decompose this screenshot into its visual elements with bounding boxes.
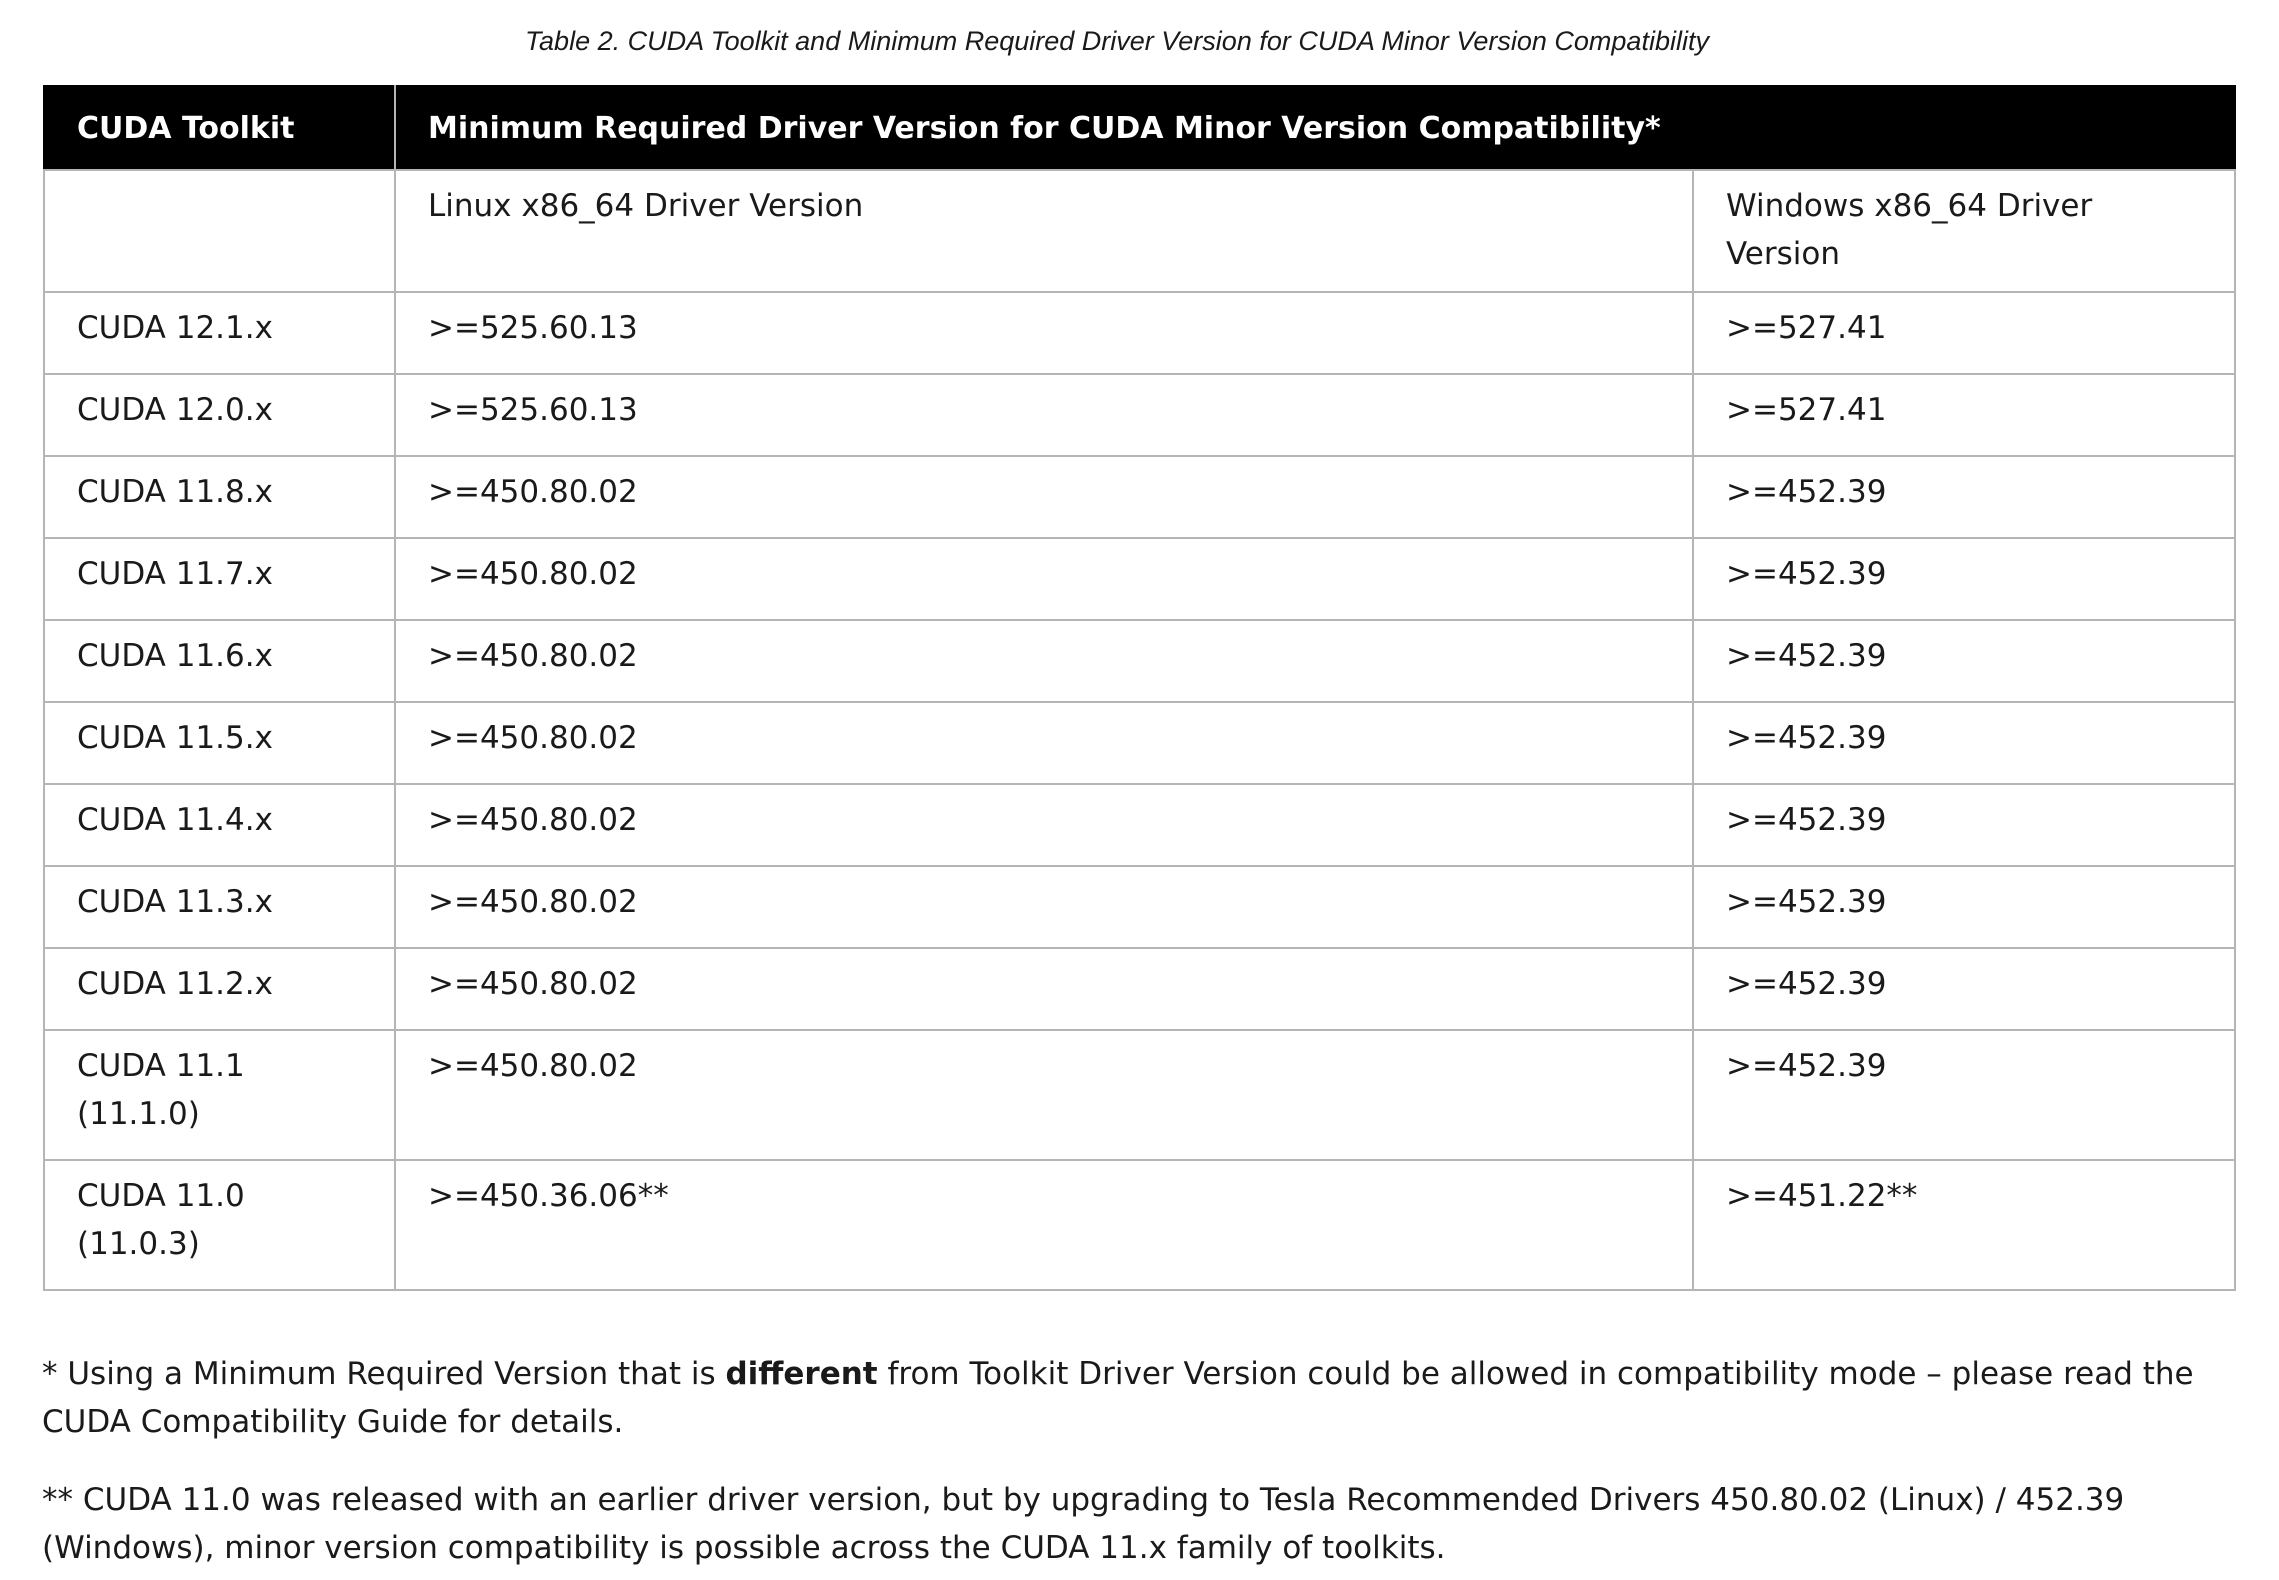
toolkit-cell: CUDA 12.1.x [44,292,395,374]
footnote-text: * Using a Minimum Required Version that is [42,1356,726,1392]
table-row [44,866,2235,948]
windows-driver-cell: >=452.39 [1693,1030,2235,1160]
linux-driver-cell: >=450.80.02 [395,456,1693,538]
subheader-windows: Windows x86_64 Driver Version [1693,170,2235,292]
linux-driver-cell: >=450.36.06** [395,1160,1693,1290]
toolkit-cell: CUDA 11.4.x [44,784,395,866]
linux-driver-cell: >=450.80.02 [395,702,1693,784]
linux-driver-cell: >=450.80.02 [395,538,1693,620]
table-row [44,1030,2235,1160]
toolkit-cell: CUDA 11.1 (11.1.0) [44,1030,395,1160]
table-row [44,948,2235,1030]
linux-driver-cell: >=450.80.02 [395,948,1693,1030]
linux-driver-cell: >=450.80.02 [395,784,1693,866]
table-row [44,1160,2235,1290]
subheader-toolkit [44,170,395,292]
toolkit-cell: CUDA 11.8.x [44,456,395,538]
table-row [44,456,2235,538]
windows-driver-cell: >=452.39 [1693,538,2235,620]
footnote-compatibility-mode [42,1350,2242,1446]
toolkit-cell: CUDA 11.0 (11.0.3) [44,1160,395,1290]
subheader-linux: Linux x86_64 Driver Version [395,170,1693,292]
linux-driver-cell: >=525.60.13 [395,374,1693,456]
header-min-driver-version: Minimum Required Driver Version for CUDA Minor Version Compatibility* [395,86,2235,170]
table-row [44,784,2235,866]
footnote-emphasis: different [725,1356,878,1392]
linux-driver-cell: >=450.80.02 [395,866,1693,948]
footnote-text: from Toolkit Driver Version could be allowed in compatibility mode – please read the CUDA Compatibility Guide for details. [42,1356,2194,1440]
table-header-row [44,86,2235,170]
linux-driver-cell: >=450.80.02 [395,1030,1693,1160]
windows-driver-cell: >=452.39 [1693,456,2235,538]
driver-compatibility-table [43,85,2236,1291]
table-row [44,292,2235,374]
linux-driver-cell: >=450.80.02 [395,620,1693,702]
table-row [44,702,2235,784]
windows-driver-cell: >=527.41 [1693,374,2235,456]
toolkit-cell: CUDA 11.6.x [44,620,395,702]
table-row [44,374,2235,456]
windows-driver-cell: >=452.39 [1693,702,2235,784]
table-row [44,620,2235,702]
windows-driver-cell: >=452.39 [1693,620,2235,702]
header-cuda-toolkit: CUDA Toolkit [44,86,395,170]
windows-driver-cell: >=527.41 [1693,292,2235,374]
linux-driver-cell: >=525.60.13 [395,292,1693,374]
table-row [44,538,2235,620]
table-caption: Table 2. CUDA Toolkit and Minimum Required Driver Version for CUDA Minor Version Compatibility [525,26,1709,56]
toolkit-cell: CUDA 11.7.x [44,538,395,620]
toolkit-cell: CUDA 12.0.x [44,374,395,456]
windows-driver-cell: >=452.39 [1693,866,2235,948]
table-subheader-row [44,170,2235,292]
footnote-cuda-11-0: ** CUDA 11.0 was released with an earlier driver version, but by upgrading to Tesla Recommended Drivers 450.80.02 (Linux) / 452.39 (Windows), minor version compatibility is possible across the CUDA 11.x family of toolkits. [42,1482,2125,1566]
toolkit-cell: CUDA 11.3.x [44,866,395,948]
windows-driver-cell: >=452.39 [1693,784,2235,866]
windows-driver-cell: >=452.39 [1693,948,2235,1030]
windows-driver-cell: >=451.22** [1693,1160,2235,1290]
toolkit-cell: CUDA 11.5.x [44,702,395,784]
toolkit-cell: CUDA 11.2.x [44,948,395,1030]
